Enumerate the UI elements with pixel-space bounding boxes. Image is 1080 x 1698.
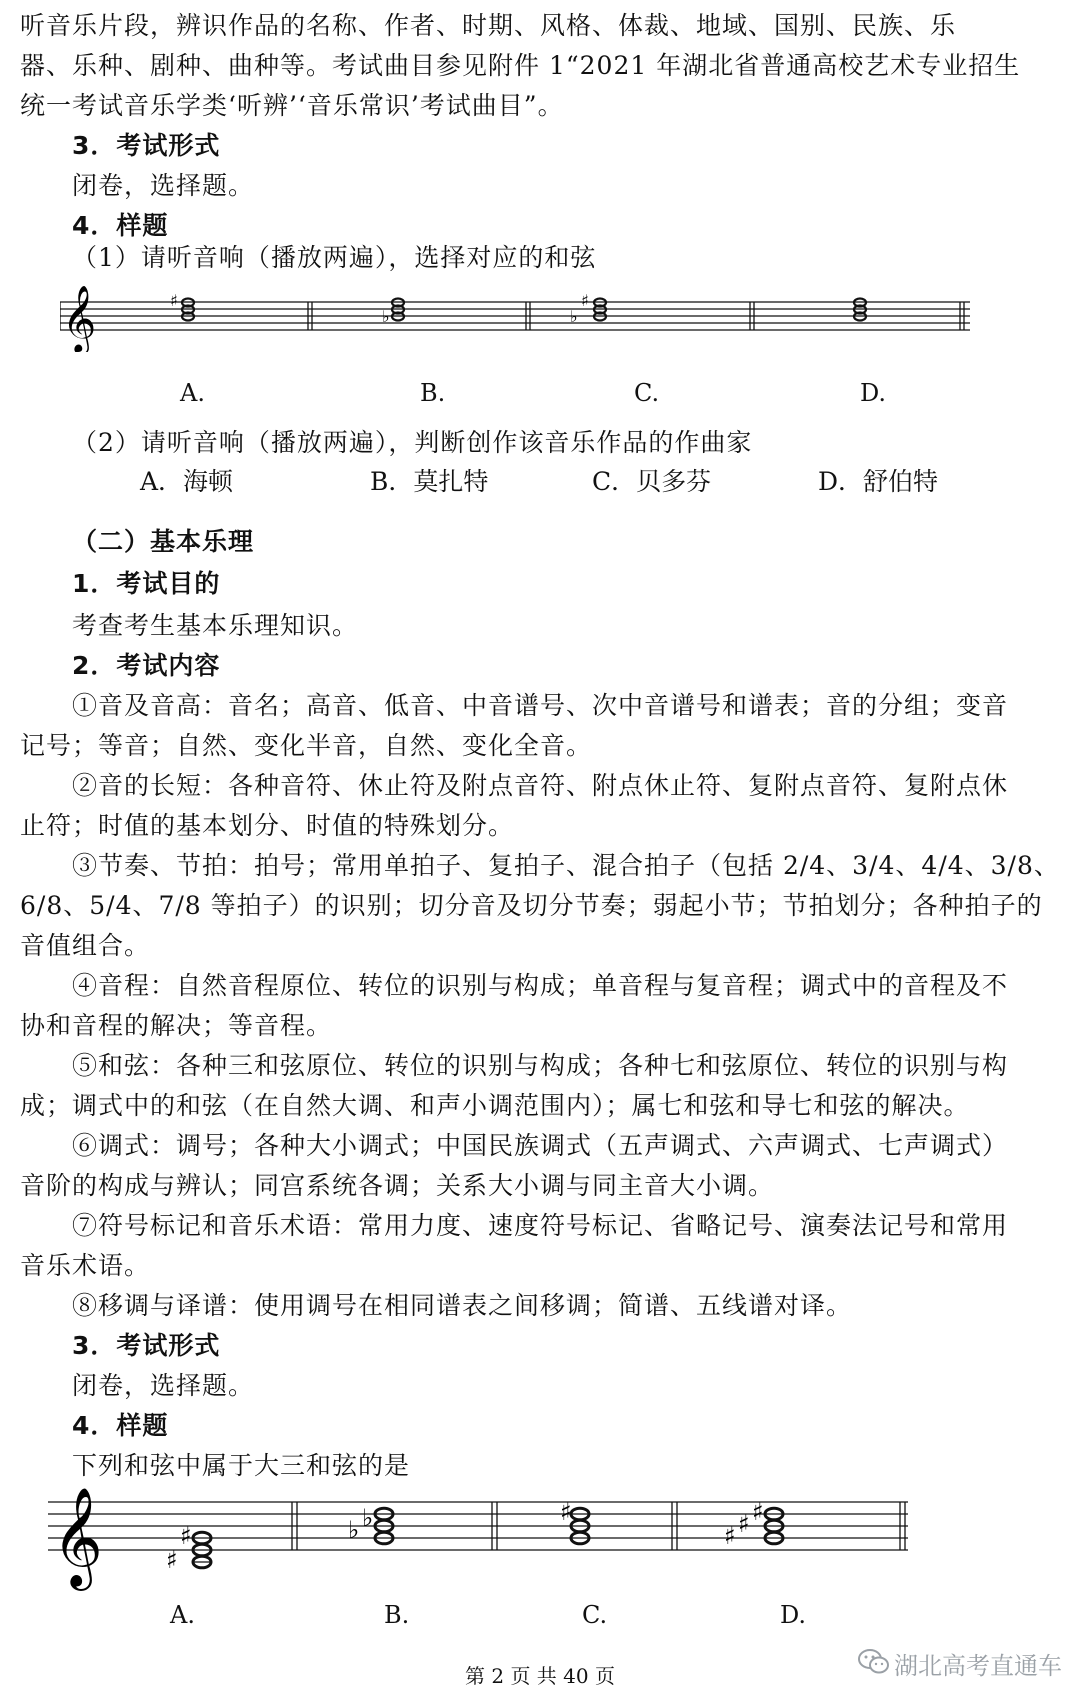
exam-form-heading-2: 3．考试形式 xyxy=(72,1331,221,1360)
sample-heading-2: 4．样题 xyxy=(72,1411,169,1440)
section-title-music-theory: （二）基本乐理 xyxy=(72,527,255,556)
major-chord-c xyxy=(560,1498,589,1544)
content-item-6-line-2: 音阶的构成与辨认；同宫系统各调；关系大小调与同主音大小调。 xyxy=(20,1171,775,1200)
composer-option-d: D．舒伯特 xyxy=(818,467,939,496)
intro-line-3: 统一考试音乐学类‘听辨’‘音乐常识’考试曲目”。 xyxy=(20,91,564,120)
sharp-icon: ♯ xyxy=(752,1498,764,1526)
treble-clef-icon: 𝄞 xyxy=(62,284,97,352)
flat-icon: ♭ xyxy=(362,1504,374,1532)
content-item-8-line-1: ⑧移调与译谱：使用调号在相同谱表之间移调；简谱、五线谱对译。 xyxy=(72,1291,853,1320)
flat-icon: ♭ xyxy=(382,307,390,326)
chord-label-d: D. xyxy=(860,379,887,407)
content-item-6-line-1: ⑥调式：调号；各种大小调式；中国民族调式（五声调式、六声调式、七声调式） xyxy=(72,1131,1009,1160)
major-chord-label-d: D. xyxy=(780,1601,807,1629)
exam-purpose-text: 考查考生基本乐理知识。 xyxy=(72,611,359,640)
chord-label-a: A. xyxy=(180,379,205,407)
chord-staff-1 xyxy=(60,282,980,352)
sharp-icon: ♯ xyxy=(724,1522,736,1550)
content-item-1-line-1: ①音及音高：音名；高音、低音、中音谱号、次中音谱号和谱表；音的分组；变音 xyxy=(72,691,1009,720)
chord-label-b: B. xyxy=(420,379,446,407)
sharp-icon: ♯ xyxy=(170,291,178,310)
content-item-3-line-1: ③节奏、节拍：拍号；常用单拍子、复拍子、混合拍子（包括 2/4、3/4、4/4、3/8、 xyxy=(72,851,1060,880)
page-footer: 第 2 页 共 40 页 xyxy=(465,1664,615,1688)
sharp-icon: ♯ xyxy=(180,1522,192,1550)
content-item-7-line-1: ⑦符号标记和音乐术语：常用力度、速度符号标记、省略记号、演奏法记号和常用 xyxy=(72,1211,1009,1240)
major-chord-d xyxy=(724,1498,783,1550)
composer-option-a: A．海顿 xyxy=(140,467,234,496)
exam-form-text-2: 闭卷，选择题。 xyxy=(72,1371,255,1400)
content-item-4-line-1: ④音程：自然音程原位、转位的识别与构成；单音程与复音程；调式中的音程及不 xyxy=(72,971,1009,1000)
sample-heading: 4．样题 xyxy=(72,211,169,240)
question-3: 下列和弦中属于大三和弦的是 xyxy=(72,1451,411,1480)
intro-line-2: 器、乐种、剧种、曲种等。考试曲目参见附件 1“2021 年湖北省普通高校艺术专业招生 xyxy=(20,51,1021,80)
composer-option-b: B．莫扎特 xyxy=(370,467,489,496)
chord-label-c: C. xyxy=(634,379,660,407)
major-chord-a xyxy=(166,1522,211,1574)
sharp-icon: ♯ xyxy=(560,1498,572,1526)
major-chord-label-c: C. xyxy=(582,1601,608,1629)
treble-clef-icon: 𝄞 xyxy=(52,1487,103,1587)
chord-staff-2 xyxy=(48,1486,928,1596)
content-item-5-line-2: 成；调式中的和弦（在自然大调、和声小调范围内）；属七和弦和导七和弦的解决。 xyxy=(20,1091,970,1120)
major-chord-label-b: B. xyxy=(384,1601,410,1629)
question-2: （2）请听音响（播放两遍），判断创作该音乐作品的作曲家 xyxy=(72,428,753,457)
watermark xyxy=(858,1644,1068,1684)
flat-icon: ♭ xyxy=(570,307,578,326)
sharp-icon: ♯ xyxy=(738,1510,750,1538)
content-item-3-line-3: 音值组合。 xyxy=(20,931,151,960)
sharp-icon: ♯ xyxy=(581,291,589,310)
content-item-4-line-2: 协和音程的解决；等音程。 xyxy=(20,1011,333,1040)
watermark-text: 湖北高考直通车 xyxy=(894,1652,1062,1680)
intro-line-1: 听音乐片段，辨识作品的名称、作者、时期、风格、体裁、地域、国别、民族、乐 xyxy=(20,11,957,40)
exam-form-text: 闭卷，选择题。 xyxy=(72,171,255,200)
exam-content-heading: 2．考试内容 xyxy=(72,651,221,680)
content-item-5-line-1: ⑤和弦：各种三和弦原位、转位的识别与构成；各种七和弦原位、转位的识别与构 xyxy=(72,1051,1009,1080)
content-item-7-line-2: 音乐术语。 xyxy=(20,1251,151,1280)
composer-option-c: C．贝多芬 xyxy=(592,467,712,496)
flat-icon: ♭ xyxy=(348,1516,360,1544)
content-item-2-line-1: ②音的长短：各种音符、休止符及附点音符、附点休止符、复附点音符、复附点休 xyxy=(72,771,1009,800)
sharp-icon: ♯ xyxy=(166,1546,178,1574)
exam-purpose-heading: 1．考试目的 xyxy=(72,569,221,598)
content-item-2-line-2: 止符；时值的基本划分、时值的特殊划分。 xyxy=(20,811,515,840)
wechat-icon xyxy=(858,1648,890,1676)
exam-form-heading: 3．考试形式 xyxy=(72,131,221,160)
content-item-1-line-2: 记号；等音；自然、变化半音，自然、变化全音。 xyxy=(20,731,593,760)
question-1: （1）请听音响（播放两遍），选择对应的和弦 xyxy=(72,243,597,272)
content-item-3-line-2: 6/8、5/4、7/8 等拍子）的识别；切分音及切分节奏；弱起小节；节拍划分；各种拍子的 xyxy=(20,891,1043,920)
major-chord-label-a: A. xyxy=(170,1601,195,1629)
